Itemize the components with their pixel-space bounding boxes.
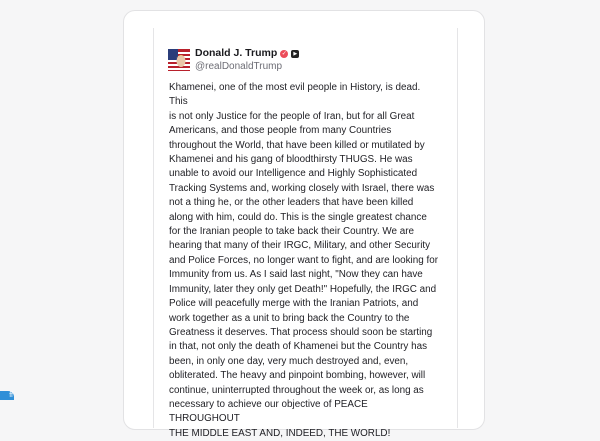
- edge-chip[interactable]: ff: [0, 391, 14, 400]
- author-handle[interactable]: @realDonaldTrump: [195, 61, 283, 72]
- post-text-line: Police will peacefully merge with the Iranian Patriots, and: [169, 298, 419, 310]
- post-header: [168, 45, 299, 75]
- post-text-line: Tracking Systems and, working closely with Israel, there was: [169, 182, 435, 194]
- post-text-line: Immunity, later they only get Death!" Hopefully, the IRGC and: [169, 283, 437, 295]
- post-text-line: not a thing he, or the other leaders that have been killed: [169, 197, 414, 209]
- post-text-line: work together as a unit to bring back the Country to the: [169, 312, 410, 324]
- flag-avatar-icon: [168, 49, 190, 71]
- play-icon: ▶: [291, 50, 299, 58]
- post-text-line: for the Iranian people to take back their Country. We are: [169, 226, 414, 238]
- post-text-line: in that, not only the death of Khamenei but the Country has: [169, 341, 428, 353]
- author-name-row: [195, 47, 299, 60]
- post-text-line: necessary to achieve our objective of PEACE THROUGHOUT: [169, 398, 371, 425]
- post-text-line: obliterated. The heavy and pinpoint bombing, however, will: [169, 370, 426, 382]
- post-text-line: Khamenei, one of the most evil people in History, is dead. This: [169, 82, 423, 108]
- post-body: [169, 81, 441, 441]
- post-text-line: continue, uninterrupted throughout the week or, as long as: [169, 384, 424, 396]
- author-block: [195, 47, 299, 73]
- avatar[interactable]: [168, 49, 190, 71]
- post-text-line: Immunity from us. As I said last night, "Now they can have: [169, 269, 423, 281]
- post-text-line: Americans, and those people from many Countries: [169, 125, 392, 137]
- post-text-line: Khamenei and his gang of bloodthirsty THUGS. He was: [169, 154, 413, 166]
- post-text-line: and Police Forces, no longer want to fight, and are looking for: [169, 254, 438, 266]
- post-text-line: been, in only one day, very much destroyed and, even,: [169, 355, 409, 367]
- post-text-line: is not only Justice for the people of Iran, but for all Great: [169, 110, 415, 122]
- author-display-name[interactable]: Donald J. Trump: [195, 47, 278, 59]
- post-text-line: throughout the World, that have been killed or mutilated by: [169, 139, 425, 151]
- post-text-line: Greatness it deserves. That process should soon be starting: [169, 326, 433, 338]
- verified-check-icon: ✓: [281, 50, 287, 57]
- post-text-line: THE MIDDLE EAST AND, INDEED, THE WORLD!: [169, 427, 391, 439]
- post-text-line: unable to avoid our Intelligence and Highly Sophisticated: [169, 168, 418, 180]
- post-text-line: hearing that many of their IRGC, Military, and other Security: [169, 240, 431, 252]
- post-text-line: along with him, could do. This is the single greatest chance: [169, 211, 427, 223]
